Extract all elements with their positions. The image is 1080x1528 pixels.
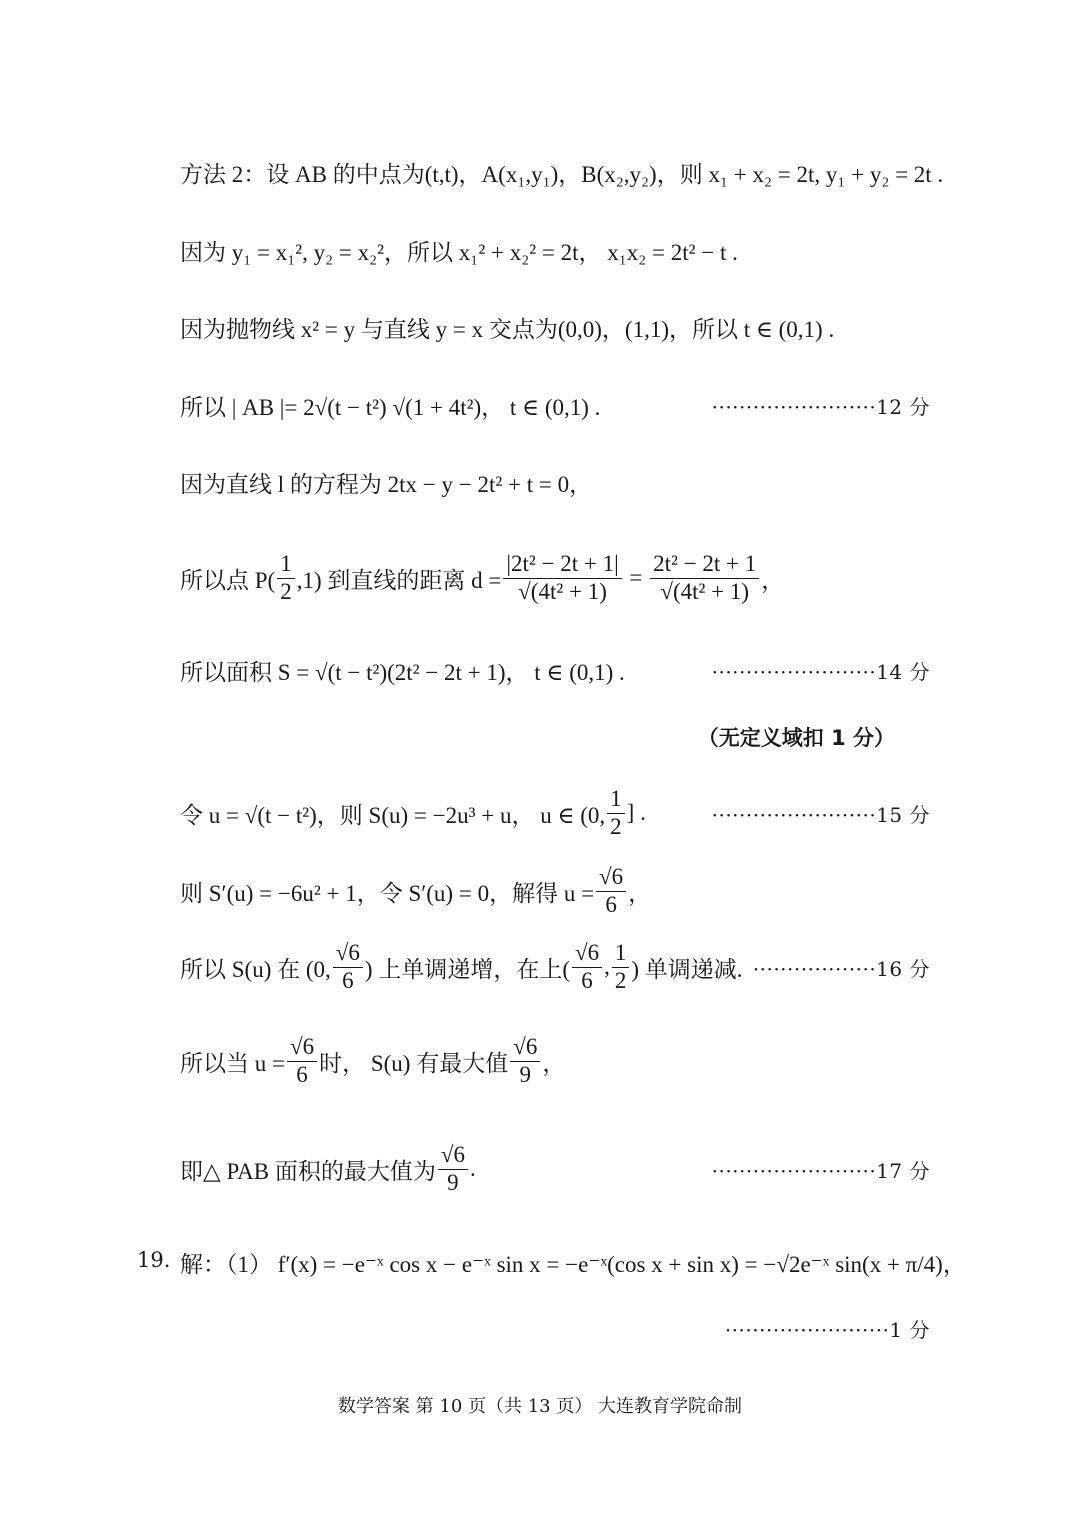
half-bound-fraction: $\frac{1}{2}$ (607, 786, 625, 840)
s-max-fraction: $\frac{√6}{9}$ (510, 1034, 540, 1088)
area-line: 所以面积 S = √(t − t²)(2t² − 2t + 1)， t ∈ (0,1) . ························14 分 (180, 640, 930, 700)
distance-line: 所以点 P( $\frac{1}{2}$ ,1) 到直线的距离 d = $\frac{\text{|2t² − 2t + 1|}}{\text{√(4t² + 1)}}$ = $\frac{\text{2t² − 2t + 1}}{\text{√(4t² + 1)}}$ ， (180, 551, 785, 604)
score-17: ························17 分 (711, 1158, 930, 1183)
half-fraction: $\frac{1}{2}$ (277, 551, 295, 605)
line-equation-line: 因为直线 l 的方程为 2tx − y − 2t² + t = 0， (180, 471, 593, 497)
monotonic-line: 所以 S(u) 在 (0, $\frac{√6}{6}$ ) 上单调递增，在上( $\frac{√6}{6}$ , $\frac{1}{2}$ ) 单调递减. ··················16 分 (180, 940, 930, 993)
intersection-line: 因为抛物线 x² = y 与直线 y = x 交点为(0,0)，(1,1)，所以 t ∈ (0,1) . (180, 316, 835, 342)
u-max-fraction: $\frac{√6}{6}$ (287, 1034, 317, 1088)
derivative-line: 则 S′(u) = −6u² + 1，令 S′(u) = 0，解得 u = $\frac{√6}{6}$ ， (180, 864, 652, 917)
answer-fraction: $\frac{√6}{9}$ (438, 1142, 468, 1196)
domain-deduction-note: （无定义域扣 1 分） (697, 726, 895, 750)
score-16: ··················16 分 (752, 956, 930, 981)
distance-fraction-1: $\frac{\text{|2t² − 2t + 1|}}{\text{√(4t² + 1)}}$ (503, 551, 621, 605)
substitution-line: 令 u = √(t − t²)，则 S(u) = −2u³ + u， u ∈ (0, $\frac{1}{2}$ ] . ························15 分 (180, 786, 930, 839)
sqrt6-over-6-a: $\frac{√6}{6}$ (333, 940, 363, 994)
score-12: ························12 分 (711, 394, 930, 419)
score-15: ························15 分 (711, 802, 930, 827)
root-sqrt6-over-6: $\frac{√6}{6}$ (596, 864, 626, 918)
score-1-line (180, 1298, 930, 1358)
method2-line: 方法 2：设 AB 的中点为(t,t)，A(x₁,y₁)，B(x₂,y₂)，则 x₁ + x₂ = 2t, y₁ + y₂ = 2t . (180, 161, 944, 187)
score-1: ························1 分 (724, 1317, 930, 1342)
one-half-c: $\frac{1}{2}$ (612, 940, 630, 994)
max-value-line: 所以当 u = $\frac{√6}{6}$ 时， S(u) 有最大值 $\frac{√6}{9}$ ， (180, 1034, 566, 1087)
distance-fraction-2: $\frac{\text{2t² − 2t + 1}}{\text{√(4t² + 1)}}$ (650, 551, 759, 605)
page-footer: 数学答案 第 10 页（共 13 页） 大连教育学院命制 (337, 1396, 743, 1417)
x-relations-line: 因为 y₁ = x₁², y₂ = x₂²，所以 x₁² + x₂² = 2t， x₁x₂ = 2t² − t . (180, 239, 738, 265)
problem-19-number: 19. (137, 1248, 171, 1272)
conclusion-line: 即△ PAB 面积的最大值为 $\frac{√6}{9}$ . ························17 分 (180, 1142, 930, 1195)
sqrt6-over-6-b: $\frac{√6}{6}$ (572, 940, 602, 994)
score-14: ························14 分 (711, 659, 930, 684)
ab-length-line: 所以 | AB |= 2√(t − t²) √(1 + 4t²)， t ∈ (0,1) . ························12 分 (180, 375, 930, 435)
problem-19-line: 解：（1） f′(x) = −e⁻ˣ cos x − e⁻ˣ sin x = −e⁻ˣ(cos x + sin x) = −√2e⁻ˣ sin(x + π/4)， (180, 1251, 966, 1277)
